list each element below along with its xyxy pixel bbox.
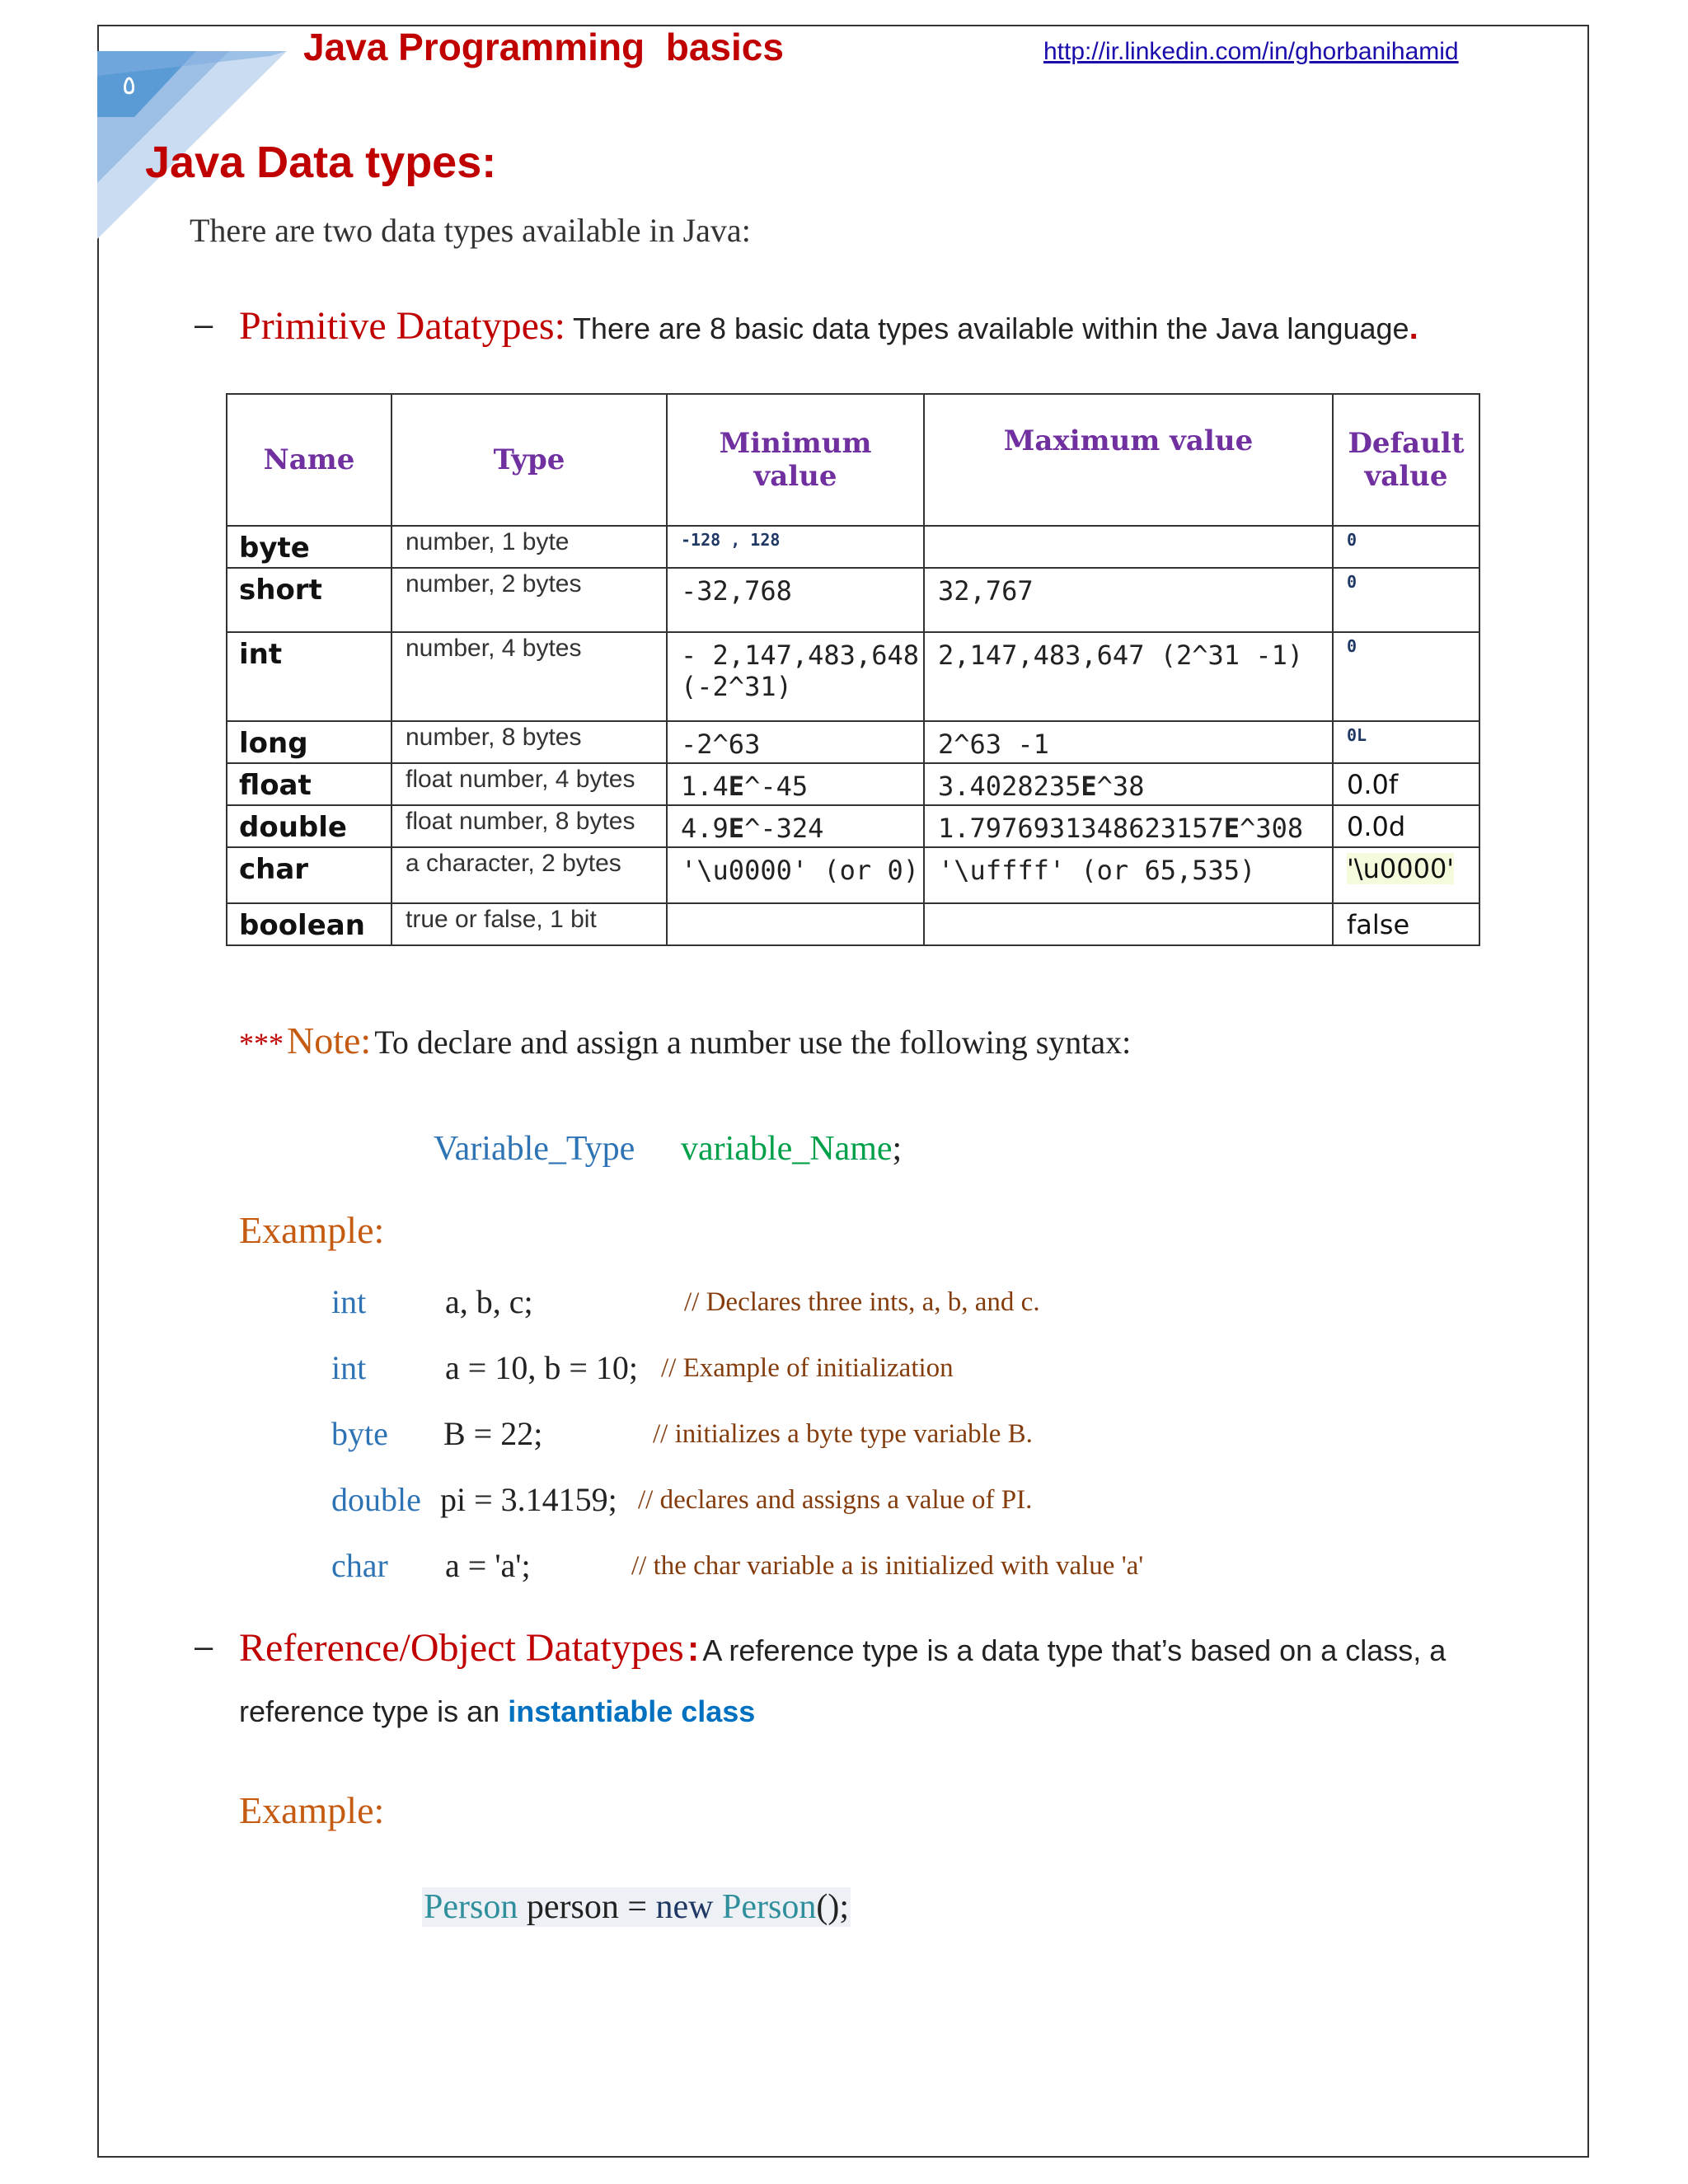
class-name: Person — [713, 1888, 817, 1926]
row-max-exp: ^38 — [1096, 771, 1145, 802]
instantiable-class: instantiable class — [508, 1694, 756, 1728]
row-name: float — [227, 763, 392, 805]
row-max-mantissa: 3.4028235 — [938, 771, 1081, 802]
code-comment: // the char variable a is initialized with value 'a' — [631, 1551, 1144, 1581]
code-keyword: double — [331, 1481, 421, 1518]
code-statement: a = 10, b = 10; — [445, 1349, 638, 1386]
header-default-line2: value — [1364, 460, 1448, 493]
class-name: Person — [424, 1888, 518, 1926]
syntax-name-line — [681, 1129, 902, 1169]
row-max — [924, 903, 1333, 945]
header-default-line1: Default — [1348, 427, 1465, 460]
syntax-semicolon: ; — [892, 1130, 903, 1168]
code-statement: B = 22; — [443, 1415, 543, 1452]
header-max: Maximum value — [924, 394, 1333, 526]
table-row — [227, 632, 1479, 721]
row-max — [924, 526, 1333, 568]
page-number: ٥ — [122, 69, 137, 101]
row-min — [667, 805, 924, 847]
code-comment: // initializes a byte type variable B. — [653, 1419, 1033, 1449]
row-name: int — [227, 632, 392, 721]
row-min-exp: ^-324 — [744, 813, 824, 844]
code-comment: // declares and assigns a value of PI. — [638, 1485, 1033, 1515]
row-min: -2^63 — [667, 721, 924, 763]
row-min-e: E — [728, 813, 745, 844]
row-min — [667, 632, 924, 721]
row-type: number, 1 byte — [392, 526, 667, 568]
row-name: double — [227, 805, 392, 847]
row-min-exp: ^-45 — [744, 771, 809, 802]
row-name: byte — [227, 526, 392, 568]
header-default — [1333, 394, 1479, 526]
code-keyword: byte — [331, 1415, 388, 1452]
row-default: 0 — [1333, 526, 1479, 568]
table-row — [227, 763, 1479, 805]
note-line — [239, 1019, 1131, 1062]
bullet-dash: – — [195, 307, 213, 343]
header-min — [667, 394, 924, 526]
note-label: Note: — [287, 1019, 372, 1062]
row-default: 0L — [1333, 721, 1479, 763]
row-min — [667, 903, 924, 945]
reference-line-2 — [239, 1694, 755, 1729]
code-end: (); — [816, 1888, 849, 1926]
row-min: -32,768 — [667, 568, 924, 632]
header-min-line1: Minimum — [719, 427, 872, 460]
table-row — [227, 568, 1479, 632]
row-max — [924, 763, 1333, 805]
header-min-line2: value — [753, 460, 837, 493]
table-header-row — [227, 394, 1479, 526]
row-type: number, 2 bytes — [392, 568, 667, 632]
row-name: long — [227, 721, 392, 763]
primitive-desc: There are 8 basic data types available within the Java language — [572, 312, 1409, 345]
row-max-mantissa: 1.7976931348623157 — [938, 813, 1224, 844]
note-stars: *** — [239, 1027, 284, 1060]
row-max: 32,767 — [924, 568, 1333, 632]
row-max: 2^63 -1 — [924, 721, 1333, 763]
example-label: Example: — [239, 1209, 385, 1251]
reference-label: Reference/Object Datatypes — [239, 1626, 684, 1670]
data-types-table — [226, 393, 1480, 946]
table-row — [227, 526, 1479, 568]
row-type: true or false, 1 bit — [392, 903, 667, 945]
header-type: Type — [392, 394, 667, 526]
row-min-e: E — [728, 771, 745, 802]
header-title: Java Programming basics — [303, 26, 784, 68]
reference-line2-text: reference type is an — [239, 1694, 500, 1728]
row-min: -128 , 128 — [667, 526, 924, 568]
row-default: 0.0d — [1333, 805, 1479, 847]
row-max-exp: ^308 — [1240, 813, 1304, 844]
new-keyword: new — [655, 1888, 714, 1926]
row-default — [1333, 847, 1479, 903]
row-min-line1: - 2,147,483,648 — [681, 640, 919, 671]
syntax-name: variable_Name — [681, 1130, 893, 1168]
row-default: false — [1333, 903, 1479, 945]
primitive-line — [239, 303, 1418, 349]
row-min-mantissa: 1.4 — [681, 771, 729, 802]
row-type: a character, 2 bytes — [392, 847, 667, 903]
row-max-e: E — [1223, 813, 1240, 844]
code-statement: a = 'a'; — [445, 1547, 531, 1584]
row-type: float number, 4 bytes — [392, 763, 667, 805]
row-default-highlight: '\u0000' — [1347, 853, 1455, 884]
linkedin-link[interactable]: http://ir.linkedin.com/in/ghorbanihamid — [1043, 38, 1459, 65]
code-comment: // Declares three ints, a, b, and c. — [684, 1287, 1040, 1317]
row-min-mantissa: 4.9 — [681, 813, 729, 844]
row-max-e: E — [1081, 771, 1097, 802]
primitive-label: Primitive Datatypes: — [239, 304, 565, 348]
reference-colon: : — [687, 1629, 700, 1669]
primitive-dot: . — [1409, 310, 1418, 346]
row-default: 0 — [1333, 632, 1479, 721]
row-type: number, 8 bytes — [392, 721, 667, 763]
table-row — [227, 805, 1479, 847]
code-comment: // Example of initialization — [661, 1353, 954, 1383]
row-default: 0 — [1333, 568, 1479, 632]
row-default: 0.0f — [1333, 763, 1479, 805]
code-statement: a, b, c; — [445, 1283, 533, 1320]
syntax-type: Variable_Type — [434, 1130, 635, 1168]
code-statement: pi = 3.14159; — [440, 1481, 617, 1518]
table-row — [227, 903, 1479, 945]
row-min: '\u0000' (or 0) — [667, 847, 924, 903]
row-name: char — [227, 847, 392, 903]
row-name: boolean — [227, 903, 392, 945]
intro-text: There are two data types available in Java: — [190, 212, 751, 249]
row-max: 2,147,483,647 (2^31 -1) — [924, 632, 1333, 721]
row-min-line2: (-2^31) — [681, 671, 792, 702]
section-title: Java Data types: — [145, 138, 497, 187]
row-type: float number, 8 bytes — [392, 805, 667, 847]
bullet-dash: – — [195, 1629, 213, 1665]
header-name: Name — [227, 394, 392, 526]
table-row — [227, 721, 1479, 763]
code-keyword: int — [331, 1283, 367, 1320]
code-keyword: int — [331, 1349, 367, 1386]
reference-line — [239, 1625, 1446, 1671]
example-label-2: Example: — [239, 1789, 385, 1831]
var-assign: person = — [518, 1888, 656, 1926]
row-name: short — [227, 568, 392, 632]
reference-desc: A reference type is a data type that’s based on a class, a — [702, 1633, 1447, 1667]
table-row — [227, 847, 1479, 903]
note-text: To declare and assign a number use the following syntax: — [374, 1024, 1132, 1061]
row-max: '\uffff' (or 65,535) — [924, 847, 1333, 903]
person-example-code — [422, 1887, 851, 1927]
code-keyword: char — [331, 1547, 388, 1584]
row-min — [667, 763, 924, 805]
row-max — [924, 805, 1333, 847]
row-type: number, 4 bytes — [392, 632, 667, 721]
